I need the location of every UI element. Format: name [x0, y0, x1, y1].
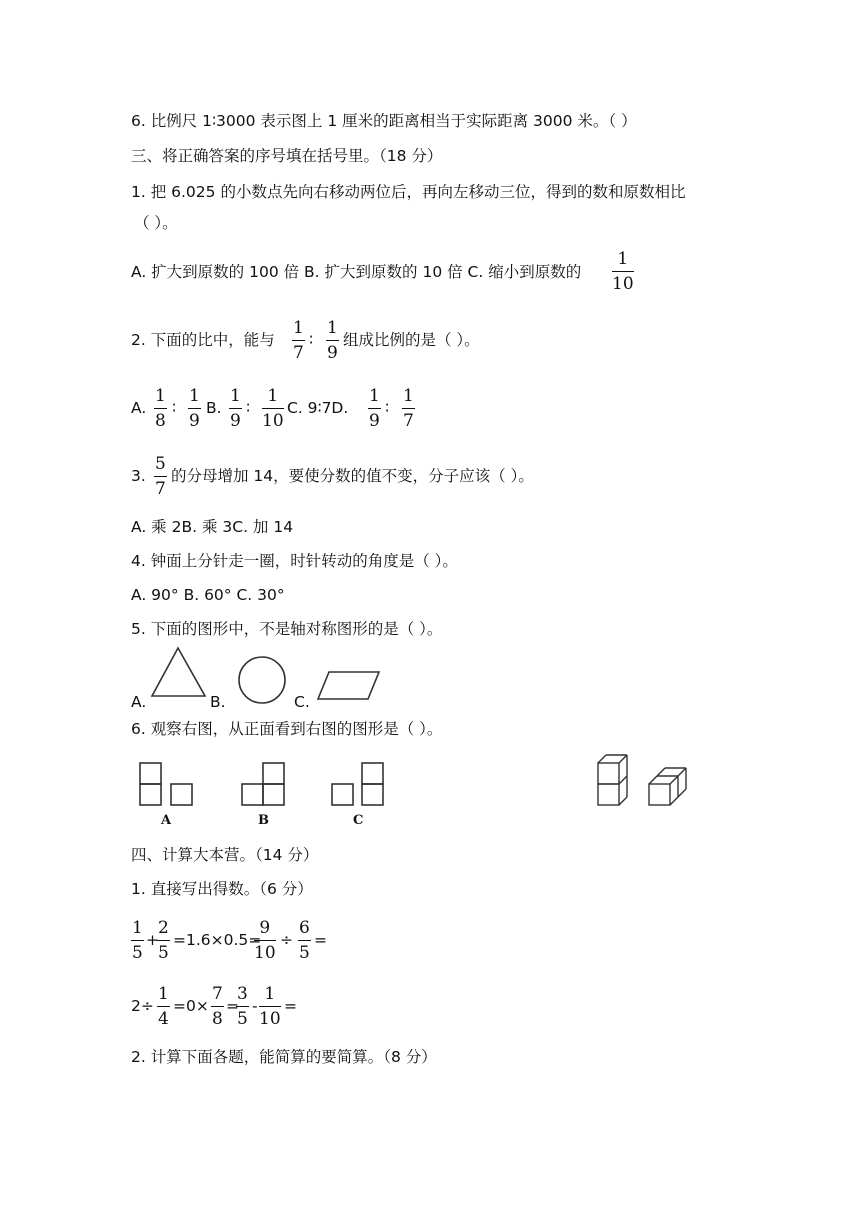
calc-row-2-prefix: 2÷	[131, 997, 154, 1015]
option-b-label: B.	[206, 399, 222, 417]
question-3-text: 的分母增加 14，要使分数的值不变，分子应该（ ）。	[171, 467, 534, 485]
fraction-1-9: $\frac{1}{9}$	[230, 386, 241, 431]
circle-figure	[236, 656, 288, 706]
question-2-prefix: 2. 下面的比中，能与	[131, 331, 275, 349]
fraction-1-9: $\frac{1}{9}$	[369, 386, 380, 431]
question-3-number: 3.	[131, 467, 146, 485]
fraction-1-8: $\frac{1}{8}$	[155, 386, 166, 431]
view-option-b	[241, 762, 287, 806]
calc-row-2-middle: =0×	[173, 997, 209, 1015]
q5-option-a-label: A.	[131, 693, 147, 711]
calc-part-1: 1. 直接写出得数。（6 分）	[131, 880, 313, 898]
view-option-a	[139, 762, 199, 806]
equals-sign: =	[284, 997, 297, 1015]
fraction-6-5: $\frac{6}{5}$	[299, 918, 310, 963]
view-label-a: A	[161, 813, 172, 828]
fraction-1-9: $\frac{1}{9}$	[327, 318, 338, 363]
ratio-colon: ∶	[246, 399, 251, 417]
minus-sign: -	[252, 997, 258, 1015]
question-1: 1. 把 6.025 的小数点先向右移动两位后，再向左移动三位，得到的数和原数相比	[131, 183, 686, 201]
ratio-colon: ∶	[172, 399, 177, 417]
question-6: 6. 观察右图，从正面看到右图的图形是（ ）。	[131, 720, 443, 738]
fraction-9-10: $\frac{9}{10}$	[254, 918, 276, 963]
fraction-1-10: $\frac{1}{10}$	[262, 386, 284, 431]
view-option-c	[331, 762, 387, 806]
equals-sign: =	[314, 931, 327, 949]
question-2-suffix: 组成比例的是（ ）。	[343, 331, 480, 349]
calc-row-1-middle: =1.6×0.5=	[173, 931, 262, 949]
stacked-cubes-figure	[596, 752, 696, 808]
fraction-5-7: $\frac{5}{7}$	[155, 454, 166, 499]
question-1-blank: （ ）。	[134, 214, 178, 232]
fraction-1-7: $\frac{1}{7}$	[293, 318, 304, 363]
fraction-1-7: $\frac{1}{7}$	[403, 386, 414, 431]
parallelogram-figure	[317, 670, 381, 702]
fraction-2-5: $\frac{2}{5}$	[158, 918, 169, 963]
section-3-heading: 三、将正确答案的序号填在括号里。（18 分）	[131, 147, 443, 165]
calc-part-2: 2. 计算下面各题，能简算的要简算。（8 分）	[131, 1048, 437, 1066]
question-3-options: A. 乘 2B. 乘 3C. 加 14	[131, 518, 294, 536]
triangle-figure	[150, 646, 210, 698]
fraction-3-5: $\frac{3}{5}$	[237, 984, 248, 1029]
view-label-b: B	[258, 813, 269, 828]
equals-sign: =	[226, 997, 239, 1015]
divide-sign: ÷	[280, 931, 293, 949]
option-a-label: A.	[131, 399, 147, 417]
question-4: 4. 钟面上分针走一圈，时针转动的角度是（ ）。	[131, 552, 458, 570]
view-label-c: C	[353, 813, 364, 828]
question-5: 5. 下面的图形中，不是轴对称图形的是（ ）。	[131, 620, 443, 638]
ratio-colon: ∶	[385, 399, 390, 417]
question-1-options: A. 扩大到原数的 100 倍 B. 扩大到原数的 10 倍 C. 缩小到原数的	[131, 263, 582, 281]
fraction-7-8: $\frac{7}{8}$	[212, 984, 223, 1029]
section-4-heading: 四、计算大本营。（14 分）	[131, 846, 319, 864]
fraction-1-10: $\frac{1}{10}$	[612, 249, 634, 294]
fraction-1-10: $\frac{1}{10}$	[259, 984, 281, 1029]
q5-option-b-label: B.	[210, 693, 226, 711]
q5-option-c-label: C.	[294, 693, 310, 711]
fraction-1-9: $\frac{1}{9}$	[189, 386, 200, 431]
option-c-d-labels: C. 9∶7D.	[287, 399, 349, 417]
question-4-options: A. 90° B. 60° C. 30°	[131, 586, 285, 604]
judge-question-6: 6. 比例尺 1∶3000 表示图上 1 厘米的距离相当于实际距离 3000 米。（ ）	[131, 112, 637, 130]
plus-sign: +	[146, 931, 159, 949]
fraction-1-5: $\frac{1}{5}$	[132, 918, 143, 963]
ratio-colon: ∶	[309, 331, 314, 349]
fraction-1-4: $\frac{1}{4}$	[158, 984, 169, 1029]
